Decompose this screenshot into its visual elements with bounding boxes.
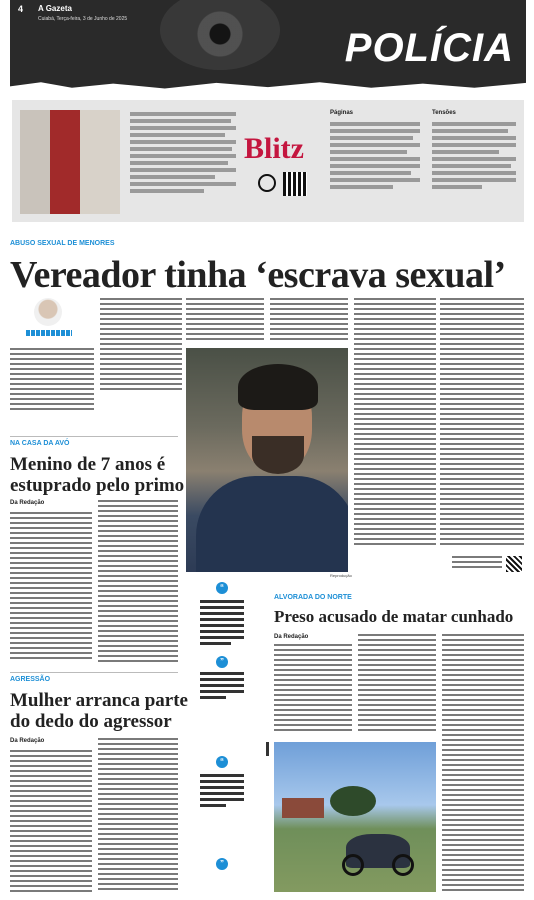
pull-quote-3 xyxy=(200,774,244,810)
story3-headline-2: do dedo do agressor xyxy=(10,711,172,732)
whatsapp-icon xyxy=(258,174,276,192)
main-story-footer-note xyxy=(452,556,502,570)
pull-quote-1 xyxy=(200,600,244,648)
quote-icon: “ xyxy=(216,756,228,768)
qr-code-icon-2 xyxy=(506,556,522,572)
story2-col-2 xyxy=(98,500,178,662)
author-avatar xyxy=(34,298,62,326)
main-story-photo-vereador xyxy=(186,348,348,572)
story4-kicker: ALVORADA DO NORTE xyxy=(274,594,352,601)
author-credit xyxy=(26,330,72,336)
pull-quote-2 xyxy=(200,672,244,702)
story2-headline-1: Menino de 7 anos é xyxy=(10,454,166,475)
dropcap-mark xyxy=(266,742,269,756)
story3-byline: Da Redação xyxy=(10,738,45,744)
torn-edge xyxy=(10,78,526,92)
divider xyxy=(10,436,178,437)
ad-column-2 xyxy=(432,122,516,192)
story3-kicker: AGRESSÃO xyxy=(10,676,51,683)
story4-headline: Preso acusado de matar cunhado xyxy=(274,607,514,626)
section-title: POLÍCIA xyxy=(344,26,514,70)
story3-col-1 xyxy=(10,750,92,892)
ad-brand-blitz: Blitz xyxy=(244,132,304,165)
page-number: 4 xyxy=(18,4,24,14)
quote-icon: “ xyxy=(216,582,228,594)
story2-byline: Da Redação xyxy=(10,500,45,506)
main-story-col-1 xyxy=(10,348,94,410)
story4-byline: Da Redação xyxy=(274,634,309,640)
story4-photo-scene xyxy=(274,742,436,892)
main-story-kicker: ABUSO SEXUAL DE MENORES xyxy=(10,240,115,247)
story2-kicker: NA CASA DA AVÓ xyxy=(10,440,70,447)
newspaper-brand: A Gazeta xyxy=(38,4,72,13)
section-header xyxy=(10,0,526,92)
story2-col-1 xyxy=(10,512,92,662)
quote-icon: ” xyxy=(216,656,228,668)
ad-heading-1: Páginas xyxy=(330,110,354,116)
edition-date: Cuiabá, Terça-feira, 3 de Junho de 2025 xyxy=(38,16,128,22)
ad-photo-bags xyxy=(20,110,120,214)
ad-body-text xyxy=(130,112,236,196)
story3-col-2 xyxy=(98,738,178,892)
main-headline: Vereador tinha ‘escrava sexual’ xyxy=(10,254,506,296)
ad-column-1 xyxy=(330,122,420,192)
story4-col-2 xyxy=(358,634,436,734)
main-story-col-6 xyxy=(440,298,524,548)
divider xyxy=(10,672,178,673)
header-eye-photo xyxy=(160,0,280,70)
main-story-col-4 xyxy=(270,298,348,342)
story4-col-3 xyxy=(442,634,524,892)
story3-headline-1: Mulher arranca parte xyxy=(10,690,188,711)
main-story-col-3 xyxy=(186,298,264,342)
main-story-col-5 xyxy=(354,298,436,548)
story2-headline-2: estuprado pelo primo xyxy=(10,475,185,496)
story4-col-1 xyxy=(274,644,352,734)
quote-icon: ” xyxy=(216,858,228,870)
qr-code-icon xyxy=(283,172,307,196)
ad-heading-2: Tensões xyxy=(432,110,456,116)
photo-credit: Reprodução xyxy=(330,573,352,578)
main-story-col-2 xyxy=(100,298,182,392)
